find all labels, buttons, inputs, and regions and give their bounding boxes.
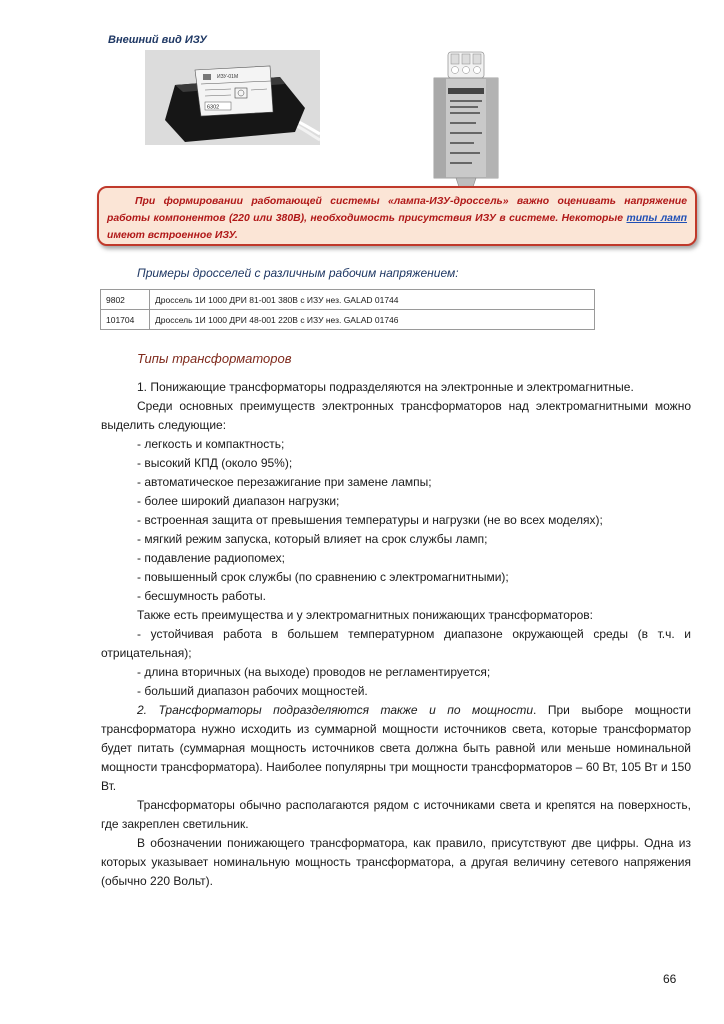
- section-title: Типы трансформаторов: [137, 351, 292, 366]
- list-item: - бесшумность работы.: [137, 589, 266, 603]
- figure-caption: Внешний вид ИЗУ: [108, 34, 207, 46]
- power-paragraph-text: . При выборе мощности трансформатора нужно исходить из суммарной мощности источников света, которые трансформатор будет питать (суммарная мощность источников света должна быть равной или меньше номинальной мощности трансформатора). Наиболее популярны три мощности трансформаторов – 60 Вт, 105 Вт и 150 Вт.: [101, 703, 692, 793]
- power-subheading: 2. Трансформаторы подразделяются также и по мощности: [137, 703, 534, 717]
- warning-callout: [97, 186, 697, 246]
- list-item: - автоматическое перезажигание при замене лампы;: [137, 475, 432, 489]
- list-item: - устойчивая работа в большем температурном диапазоне окружающей среды (в т.ч. и отрицательная);: [101, 627, 691, 660]
- table-row: [101, 290, 595, 310]
- list-item: - легкость и компактность;: [137, 437, 285, 451]
- list-item: - больший диапазон рабочих мощностей.: [137, 684, 368, 698]
- device-model-label: ИЗУ-01М: [217, 74, 239, 80]
- table-cell-description: Дроссель 1И 1000 ДРИ 48-001 220В с ИЗУ нез. GALAD 01746: [150, 310, 595, 330]
- body-text: [101, 378, 691, 891]
- paragraph: В обозначении понижающего трансформатора, как правило, присутствуют две цифры. Одна из которых указывает номинальную мощность трансформатора, а другая величину сетевого напряжения (обычно 220 Вольт).: [101, 836, 691, 888]
- lamp-types-link[interactable]: типы ламп: [626, 213, 687, 224]
- paragraph: Также есть преимущества и у электромагнитных понижающих трансформаторов:: [137, 608, 593, 622]
- page-number: 66: [663, 972, 677, 986]
- list-item: - подавление радиопомех;: [137, 551, 285, 565]
- paragraph: Среди основных преимуществ электронных трансформаторов над электромагнитными можно выделить следующие:: [101, 399, 691, 432]
- list-item: - длина вторичных (на выходе) проводов не регламентируется;: [137, 665, 491, 679]
- table-cell-code: 101704: [101, 310, 150, 330]
- list-item: - высокий КПД (около 95%);: [137, 456, 293, 470]
- table-row: [101, 310, 595, 330]
- cylindrical-igniter-photo: [426, 48, 506, 198]
- list-item: - более широкий диапазон нагрузки;: [137, 494, 340, 508]
- paragraph: 1. Понижающие трансформаторы подразделяются на электронные и электромагнитные.: [137, 380, 634, 394]
- chokes-table: [100, 289, 595, 330]
- list-item: - встроенная защита от превышения температуры и нагрузки (не во всех моделях);: [137, 513, 603, 527]
- device-code-label: 6302: [207, 104, 220, 111]
- paragraph: Трансформаторы обычно располагаются рядом с источниками света и крепятся на поверхность, где закреплен светильник.: [101, 798, 691, 831]
- callout-text-before: При формировании работающей системы «лампа-ИЗУ-дроссель» важно оценивать напряжение работы компонентов (220 или 380В), необходимость присутствия ИЗУ в системе. Некоторые: [107, 196, 687, 224]
- callout-text-after: имеют встроенное ИЗУ.: [107, 230, 238, 241]
- igniter-box-photo: [145, 50, 320, 145]
- list-item: - мягкий режим запуска, который влияет на срок службы ламп;: [137, 532, 488, 546]
- list-item: - повышенный срок службы (по сравнению с электромагнитными);: [137, 570, 509, 584]
- examples-title: Примеры дросселей с различным рабочим напряжением:: [137, 266, 459, 280]
- table-cell-description: Дроссель 1И 1000 ДРИ 81-001 380В с ИЗУ нез. GALAD 01744: [150, 290, 595, 310]
- paragraph: [101, 701, 691, 796]
- table-cell-code: 9802: [101, 290, 150, 310]
